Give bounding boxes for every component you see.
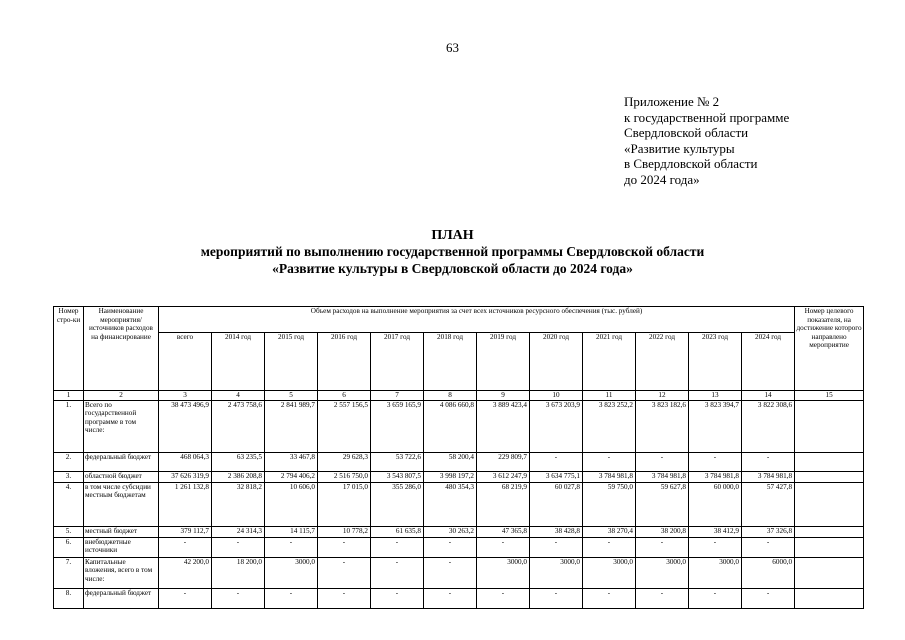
- value-cell: -: [424, 588, 477, 608]
- target-cell: [795, 482, 864, 526]
- table-row: [54, 400, 864, 452]
- appendix-line: до 2024 года»: [624, 171, 700, 187]
- column-index: 10: [530, 391, 583, 401]
- appendix-note: [624, 94, 789, 188]
- value-cell: -: [371, 588, 424, 608]
- value-cell: 38 428,8: [530, 526, 583, 537]
- column-index: 13: [689, 391, 742, 401]
- value-cell: 3 823 252,2: [583, 400, 636, 452]
- value-cell: 38 270,4: [583, 526, 636, 537]
- column-index-row: [54, 391, 864, 401]
- value-cell: 3 659 165,9: [371, 400, 424, 452]
- title-subheading: мероприятий по выполнению государственной программы Свердловской области: [200, 244, 705, 259]
- appendix-line: Приложение № 2: [624, 94, 720, 109]
- row-name: Всего по государственной программе в том числе:: [84, 400, 159, 452]
- value-cell: 53 722,6: [371, 452, 424, 471]
- value-cell: -: [636, 588, 689, 608]
- document-title: [0, 227, 905, 277]
- header-year: 2014 год: [212, 333, 265, 391]
- header-year: 2015 год: [265, 333, 318, 391]
- value-cell: 17 015,0: [318, 482, 371, 526]
- value-cell: 3000,0: [583, 557, 636, 588]
- value-cell: 3 823 394,7: [689, 400, 742, 452]
- header-target: Номер целевого показателя, на достижение которого направлено мероприятие: [795, 307, 864, 391]
- column-index: 2: [84, 391, 159, 401]
- value-cell: 3 784 981,8: [689, 471, 742, 482]
- value-cell: 468 064,3: [159, 452, 212, 471]
- value-cell: 42 200,0: [159, 557, 212, 588]
- column-index: 4: [212, 391, 265, 401]
- target-cell: [795, 557, 864, 588]
- value-cell: 3000,0: [265, 557, 318, 588]
- row-name: местный бюджет: [84, 526, 159, 537]
- value-cell: 30 263,2: [424, 526, 477, 537]
- table-row: [54, 557, 864, 588]
- value-cell: -: [742, 537, 795, 557]
- plan-table: [53, 306, 864, 609]
- value-cell: 24 314,3: [212, 526, 265, 537]
- value-cell: 3 634 775,1: [530, 471, 583, 482]
- target-cell: [795, 588, 864, 608]
- value-cell: 37 326,8: [742, 526, 795, 537]
- value-cell: 3 998 197,2: [424, 471, 477, 482]
- value-cell: -: [477, 588, 530, 608]
- value-cell: -: [265, 588, 318, 608]
- target-cell: [795, 452, 864, 471]
- column-index: 15: [795, 391, 864, 401]
- column-index: 6: [318, 391, 371, 401]
- value-cell: -: [212, 588, 265, 608]
- row-number: 3.: [54, 471, 84, 482]
- value-cell: 14 115,7: [265, 526, 318, 537]
- appendix-line: в Свердловской области: [624, 156, 758, 172]
- value-cell: -: [689, 452, 742, 471]
- row-number: 1.: [54, 400, 84, 452]
- value-cell: -: [742, 588, 795, 608]
- value-cell: 3 673 203,9: [530, 400, 583, 452]
- value-cell: 60 027,8: [530, 482, 583, 526]
- header-year: 2022 год: [636, 333, 689, 391]
- value-cell: -: [371, 557, 424, 588]
- table-row: [54, 526, 864, 537]
- value-cell: 58 200,4: [424, 452, 477, 471]
- row-name: областной бюджет: [84, 471, 159, 482]
- value-cell: 33 467,8: [265, 452, 318, 471]
- value-cell: 60 000,0: [689, 482, 742, 526]
- value-cell: -: [212, 537, 265, 557]
- value-cell: -: [424, 537, 477, 557]
- target-cell: [795, 537, 864, 557]
- header-year: 2024 год: [742, 333, 795, 391]
- value-cell: 3 889 423,4: [477, 400, 530, 452]
- row-name: федеральный бюджет: [84, 452, 159, 471]
- value-cell: 10 606,0: [265, 482, 318, 526]
- title-heading: ПЛАН: [431, 228, 474, 243]
- header-row-number: Номер стро-ки: [54, 307, 84, 391]
- row-name: Капитальные вложения, всего в том числе:: [84, 557, 159, 588]
- value-cell: 379 112,7: [159, 526, 212, 537]
- value-cell: -: [530, 588, 583, 608]
- value-cell: -: [159, 537, 212, 557]
- value-cell: -: [477, 537, 530, 557]
- target-cell: [795, 400, 864, 452]
- value-cell: 2 557 156,5: [318, 400, 371, 452]
- column-index: 7: [371, 391, 424, 401]
- row-number: 7.: [54, 557, 84, 588]
- value-cell: 3 784 981,8: [583, 471, 636, 482]
- table-row: [54, 537, 864, 557]
- header-year: 2016 год: [318, 333, 371, 391]
- value-cell: 355 286,0: [371, 482, 424, 526]
- value-cell: 38 200,8: [636, 526, 689, 537]
- header-volume-group: Объем расходов на выполнение мероприятия за счет всех источников ресурсного обеспечения (тыс. рублей): [159, 307, 795, 333]
- value-cell: -: [689, 588, 742, 608]
- header-year: 2019 год: [477, 333, 530, 391]
- target-cell: [795, 526, 864, 537]
- table-row: [54, 482, 864, 526]
- value-cell: -: [583, 452, 636, 471]
- value-cell: 10 778,2: [318, 526, 371, 537]
- value-cell: 32 818,2: [212, 482, 265, 526]
- value-cell: 37 626 319,9: [159, 471, 212, 482]
- value-cell: -: [636, 452, 689, 471]
- value-cell: 47 365,8: [477, 526, 530, 537]
- column-index: 14: [742, 391, 795, 401]
- value-cell: 3000,0: [636, 557, 689, 588]
- value-cell: -: [530, 452, 583, 471]
- value-cell: 59 750,0: [583, 482, 636, 526]
- table-row: [54, 452, 864, 471]
- value-cell: 2 473 758,6: [212, 400, 265, 452]
- value-cell: -: [318, 537, 371, 557]
- value-cell: 68 219,9: [477, 482, 530, 526]
- value-cell: 3 822 308,6: [742, 400, 795, 452]
- column-index: 1: [54, 391, 84, 401]
- value-cell: -: [159, 588, 212, 608]
- value-cell: 229 809,7: [477, 452, 530, 471]
- value-cell: -: [636, 537, 689, 557]
- header-year: всего: [159, 333, 212, 391]
- value-cell: 63 235,5: [212, 452, 265, 471]
- appendix-line: «Развитие культуры: [624, 140, 735, 156]
- column-index: 9: [477, 391, 530, 401]
- value-cell: 3000,0: [530, 557, 583, 588]
- row-name: федеральный бюджет: [84, 588, 159, 608]
- value-cell: 6000,0: [742, 557, 795, 588]
- row-number: 8.: [54, 588, 84, 608]
- row-number: 2.: [54, 452, 84, 471]
- value-cell: 57 427,8: [742, 482, 795, 526]
- value-cell: -: [318, 557, 371, 588]
- value-cell: 2 386 208,8: [212, 471, 265, 482]
- value-cell: 18 200,0: [212, 557, 265, 588]
- value-cell: 3 784 981,8: [636, 471, 689, 482]
- value-cell: -: [265, 537, 318, 557]
- appendix-line: к государственной программе: [624, 109, 790, 125]
- value-cell: 38 473 496,9: [159, 400, 212, 452]
- table-row: [54, 471, 864, 482]
- column-index: 5: [265, 391, 318, 401]
- value-cell: 38 412,9: [689, 526, 742, 537]
- column-index: 11: [583, 391, 636, 401]
- header-year: 2017 год: [371, 333, 424, 391]
- row-name: внебюджетные источники: [84, 537, 159, 557]
- row-name: в том числе субсидии местным бюджетам: [84, 482, 159, 526]
- appendix-line: Свердловской области: [624, 125, 749, 141]
- header-name: Наименование мероприятия/ источников расходов на финансирование: [84, 307, 159, 391]
- value-cell: -: [742, 452, 795, 471]
- value-cell: 3 612 247,9: [477, 471, 530, 482]
- value-cell: 3 784 981,8: [742, 471, 795, 482]
- value-cell: 480 354,3: [424, 482, 477, 526]
- value-cell: 2 794 406,2: [265, 471, 318, 482]
- row-number: 5.: [54, 526, 84, 537]
- column-index: 3: [159, 391, 212, 401]
- title-program-name: «Развитие культуры в Свердловской области до 2024 года»: [272, 260, 633, 276]
- value-cell: -: [318, 588, 371, 608]
- value-cell: 2 516 750,0: [318, 471, 371, 482]
- value-cell: 1 261 132,8: [159, 482, 212, 526]
- column-index: 12: [636, 391, 689, 401]
- value-cell: 61 635,8: [371, 526, 424, 537]
- value-cell: 3000,0: [689, 557, 742, 588]
- value-cell: 3000,0: [477, 557, 530, 588]
- target-cell: [795, 471, 864, 482]
- value-cell: -: [530, 537, 583, 557]
- value-cell: 2 841 989,7: [265, 400, 318, 452]
- value-cell: 59 627,8: [636, 482, 689, 526]
- page-number: 63: [446, 40, 459, 55]
- value-cell: 3 823 182,6: [636, 400, 689, 452]
- column-index: 8: [424, 391, 477, 401]
- header-year: 2023 год: [689, 333, 742, 391]
- value-cell: -: [371, 537, 424, 557]
- header-year: 2021 год: [583, 333, 636, 391]
- row-number: 6.: [54, 537, 84, 557]
- header-year: 2020 год: [530, 333, 583, 391]
- header-year: 2018 год: [424, 333, 477, 391]
- value-cell: 4 086 660,8: [424, 400, 477, 452]
- row-number: 4.: [54, 482, 84, 526]
- value-cell: -: [424, 557, 477, 588]
- value-cell: -: [583, 537, 636, 557]
- table-row: [54, 588, 864, 608]
- value-cell: -: [689, 537, 742, 557]
- value-cell: -: [583, 588, 636, 608]
- value-cell: 29 628,3: [318, 452, 371, 471]
- value-cell: 3 543 807,5: [371, 471, 424, 482]
